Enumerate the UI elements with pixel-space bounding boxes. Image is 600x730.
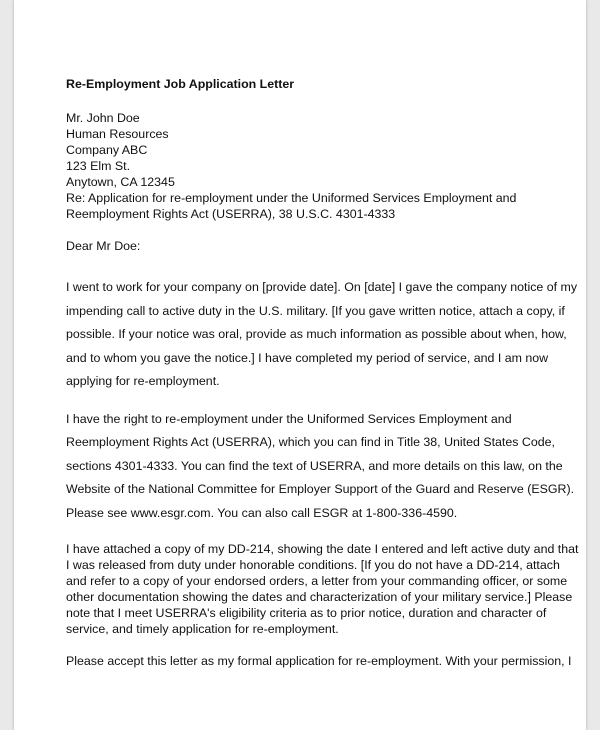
paragraph-line: I was released from duty under honorable conditions. [If you do not have a DD-214, attach: [66, 558, 560, 572]
document-page: [14, 0, 586, 730]
recipient-company: Company ABC: [66, 143, 148, 157]
paragraph-line: I went to work for your company on [provide date]. On [date] I gave the company notice of my: [66, 280, 578, 294]
recipient-street: 123 Elm St.: [66, 159, 131, 173]
paragraph-line: Website of the National Committee for Employer Support of the Guard and Reserve (ESGR).: [66, 482, 575, 496]
paragraph-line: I have the right to re-employment under the Uniformed Services Employment and: [66, 411, 512, 426]
subject-line: Reemployment Rights Act (USERRA), 38 U.S.C. 4301-4333: [66, 207, 396, 221]
recipient-city: Anytown, CA 12345: [66, 175, 175, 189]
paragraph-line: and to whom you gave the notice.] I have completed my period of service, and I am now: [66, 350, 549, 365]
recipient-name: Mr. John Doe: [66, 111, 140, 125]
paragraph-line: service, and timely application for re-employment.: [66, 622, 339, 636]
paragraph-4: Please accept this letter as my formal application for re-employment. With your permission, I: [66, 654, 572, 668]
recipient-department: Human Resources: [66, 127, 169, 141]
subject-line: Re: Application for re-employment under the Uniformed Services Employment and: [66, 191, 517, 205]
recipient-address: [66, 110, 536, 222]
paragraph-line: I have attached a copy of my DD-214, showing the date I entered and left active duty and that: [66, 542, 579, 556]
paragraph-2: [66, 408, 575, 526]
paragraph-line: applying for re-employment.: [66, 374, 220, 388]
paragraph-line: other documentation showing the dates and characterization of your military service.] Please: [66, 590, 573, 604]
paragraph-line: Please see www.esgr.com. You can also call ESGR at 1-800-336-4590.: [66, 505, 458, 520]
letter-title: Re-Employment Job Application Letter: [66, 77, 295, 91]
paragraph-line: possible. If your notice was oral, provide as much information as possible about when, how,: [66, 327, 567, 341]
paragraph-line: impending call to active duty in the U.S. military. [If you gave written notice, attach a copy, if: [66, 303, 565, 318]
paragraph-line: sections 4301-4333. You can find the text of USERRA, and more details on this law, on the: [66, 458, 563, 473]
paragraph-line: Reemployment Rights Act (USERRA), which you can find in Title 38, United States Code,: [66, 435, 555, 449]
letter-body: [66, 76, 579, 669]
paragraph-line: note that I meet USERRA's eligibility criteria as to prior notice, duration and character of: [66, 606, 547, 620]
paragraph-line: and refer to a copy of your endorsed orders, a letter from your commanding officer, or some: [66, 574, 568, 588]
salutation: Dear Mr Doe:: [66, 239, 141, 253]
paragraph-1: [66, 276, 578, 394]
paragraph-3: [66, 541, 579, 637]
